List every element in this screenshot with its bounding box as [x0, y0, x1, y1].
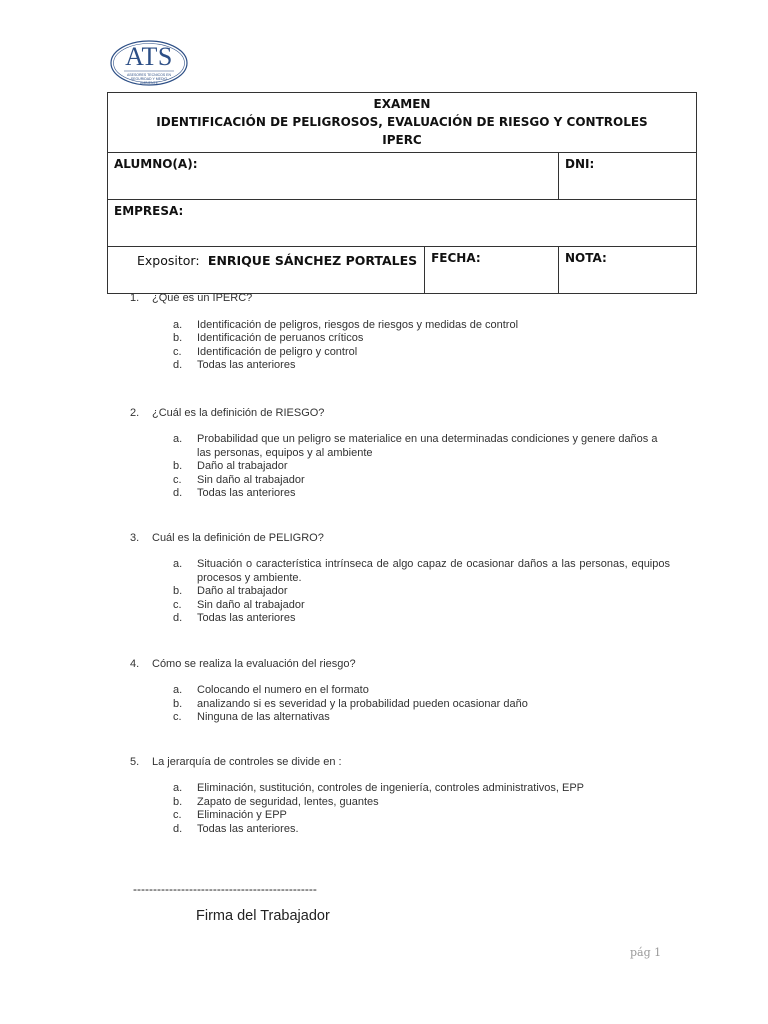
option-text: Colocando el numero en el formato [197, 684, 369, 696]
question-number: 2. [130, 406, 140, 419]
option-text: Sin daño al trabajador [197, 473, 305, 486]
option-letter: c. [173, 473, 182, 486]
logo-subtitle: ASESORES TECNICOS EN SEGURIDAD Y MEDIO AMBIENTE [126, 73, 172, 85]
option-letter: c. [173, 809, 182, 821]
title-line-1: EXAMEN [373, 97, 431, 111]
question-5 [130, 756, 670, 837]
dni-label: DNI: [565, 157, 595, 171]
option-text: Todas las anteriores [197, 612, 296, 624]
option-letter: d. [173, 359, 183, 371]
option[interactable] [173, 346, 670, 360]
question-3 [130, 532, 670, 626]
alumno-label: ALUMNO(A): [114, 157, 198, 171]
exam-header-table [107, 92, 697, 294]
empresa-label: EMPRESA: [114, 204, 184, 218]
option[interactable] [173, 460, 670, 474]
option-letter: d. [173, 612, 183, 624]
option[interactable] [173, 359, 670, 373]
option[interactable] [173, 698, 670, 712]
option[interactable] [173, 487, 670, 501]
option-letter: b. [173, 332, 183, 344]
option-letter: a. [173, 433, 183, 445]
option[interactable] [173, 474, 670, 488]
question-text: Cómo se realiza la evaluación del riesgo? [152, 657, 356, 670]
option[interactable] [173, 585, 670, 599]
title-line-2: IDENTIFICACIÓN DE PELIGROSOS, EVALUACIÓN DE RIESGO Y CONTROLES [156, 115, 648, 129]
option[interactable] [173, 433, 670, 460]
question-number: 1. [130, 292, 140, 304]
option-text: Ninguna de las alternativas [197, 711, 330, 723]
company-logo [110, 40, 188, 86]
question-4 [130, 658, 670, 725]
option[interactable] [173, 823, 670, 837]
signature-label: Firma del Trabajador [196, 908, 330, 924]
option-letter: b. [173, 697, 183, 710]
option-letter: c. [173, 598, 182, 611]
option-letter: c. [173, 345, 182, 358]
option-text: Daño al trabajador [197, 585, 288, 597]
option-text: Daño al trabajador [197, 460, 288, 472]
exam-title [108, 93, 697, 153]
option-text: Identificación de peligros, riesgos de riesgos y medidas de control [197, 318, 519, 331]
option-text: Zapato de seguridad, lentes, guantes [197, 795, 379, 808]
option[interactable] [173, 782, 670, 796]
option-letter: a. [173, 558, 183, 570]
option-letter: b. [173, 585, 183, 597]
nota-field[interactable] [559, 247, 697, 294]
option-text: Todas las anteriores. [197, 822, 299, 835]
option[interactable] [173, 711, 670, 725]
option-text: Sin daño al trabajador [197, 598, 305, 611]
expositor-label: Expositor: [137, 253, 200, 268]
option[interactable] [173, 332, 670, 346]
signature-line[interactable]: ---------------------------------------------- [133, 882, 317, 896]
nota-label: NOTA: [565, 251, 607, 265]
fecha-label: FECHA: [431, 251, 481, 265]
option-text: Identificación de peligro y control [197, 345, 358, 358]
option-letter: d. [173, 487, 183, 499]
option-text: analizando si es severidad y la probabilidad pueden ocasionar daño [197, 697, 528, 710]
option-letter: a. [173, 684, 183, 696]
option-letter: c. [173, 711, 182, 723]
option-letter: d. [173, 822, 183, 835]
question-number: 4. [130, 657, 140, 670]
question-number: 5. [130, 755, 140, 768]
dni-field[interactable] [559, 153, 697, 200]
empresa-field[interactable] [108, 200, 697, 247]
alumno-field[interactable] [108, 153, 559, 200]
question-text: ¿Cuál es la definición de RIESGO? [152, 406, 325, 419]
option-text: Identificación de peruanos críticos [197, 332, 364, 344]
question-2 [130, 407, 670, 501]
option-text: Eliminación, sustitución, controles de ingeniería, controles administrativos, EPP [197, 782, 585, 794]
expositor-cell [108, 247, 425, 294]
question-list [130, 292, 670, 836]
option-text: Todas las anteriores [197, 359, 296, 371]
option-text: Eliminación y EPP [197, 809, 287, 821]
option-text: Todas las anteriores [197, 487, 296, 499]
option-letter: b. [173, 460, 183, 472]
question-number: 3. [130, 531, 140, 544]
question-text: ¿Qué es un IPERC? [152, 292, 253, 304]
logo-text: ATS [125, 42, 173, 71]
option[interactable] [173, 558, 670, 585]
fecha-field[interactable] [425, 247, 559, 294]
option[interactable] [173, 796, 670, 810]
option-text: Probabilidad que un peligro se materialice en una determinadas condiciones y genere daños a las personas, equipos y al ambiente [197, 433, 658, 459]
option[interactable] [173, 599, 670, 613]
question-text: Cuál es la definición de PELIGRO? [152, 531, 324, 544]
title-line-3: IPERC [382, 133, 422, 147]
option[interactable] [173, 612, 670, 626]
option[interactable] [173, 809, 670, 823]
question-1 [130, 292, 670, 373]
option-letter: a. [173, 318, 183, 331]
option[interactable] [173, 684, 670, 698]
question-text: La jerarquía de controles se divide en : [152, 755, 342, 768]
option-letter: a. [173, 782, 183, 794]
option-letter: b. [173, 795, 183, 808]
option[interactable] [173, 319, 670, 333]
expositor-name: ENRIQUE SÁNCHEZ PORTALES [207, 253, 418, 268]
page-number: pág 1 [630, 946, 662, 959]
option-text: Situación o característica intrínseca de algo capaz de ocasionar daños a las personas, equipos procesos y ambiente. [197, 558, 670, 584]
